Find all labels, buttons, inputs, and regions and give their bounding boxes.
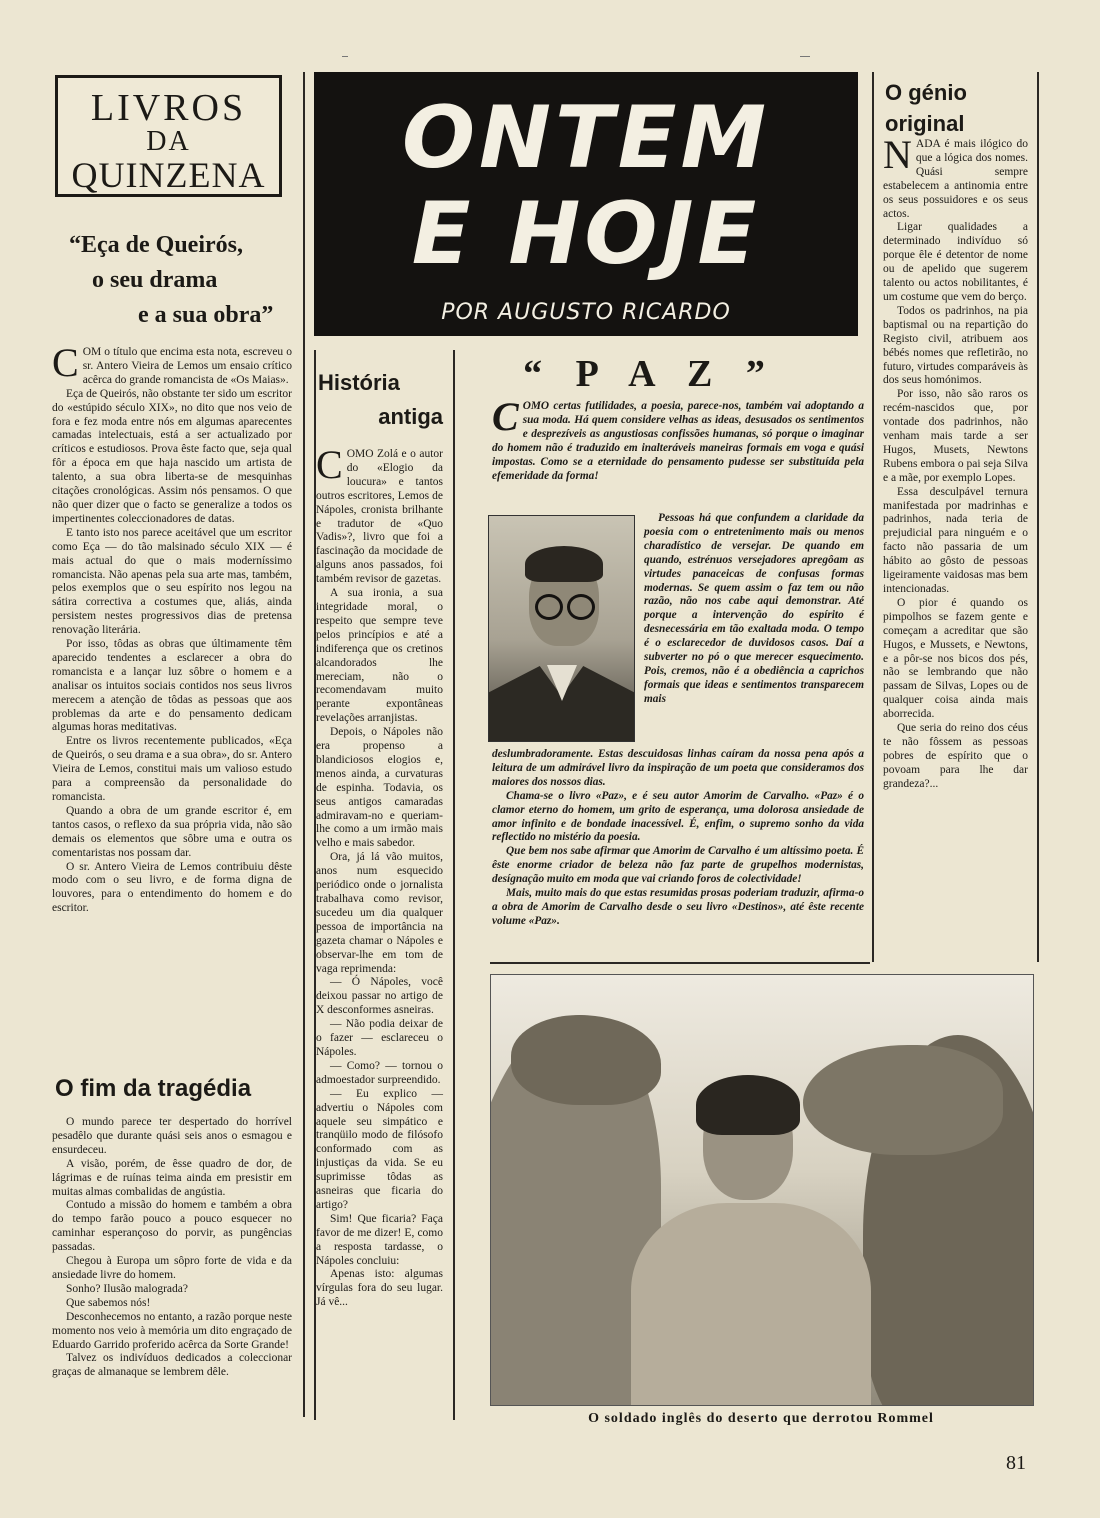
- drop-cap: C: [492, 394, 519, 439]
- paragraph: Entre os livros recentemente publicados, «Eça de Queirós, o seu drama e a sua obra», do sr. Antero Vieira de Lemos, constitui mais um valioso estudo para a compreensão da personalidade do romancista.: [52, 735, 292, 803]
- section-heading-line1: LIVROS: [90, 87, 247, 129]
- page-number: 81: [1006, 1452, 1026, 1474]
- tragedia-article-body: [52, 1116, 292, 1380]
- paragraph: Apenas isto: algumas vírgulas fora do seu lugar. Já vê...: [316, 1268, 443, 1309]
- soldier-helmet: [696, 1075, 800, 1135]
- paragraph: ADA é mais ilógico do que a lógica dos nomes. Quási sempre estabelecem a antinomia entre os seus possuidores e os seus actos.: [883, 138, 1028, 220]
- paragraph: OMO Zolá e o autor do «Elogio da loucura» e tantos outros escritores, Lemos de Nápoles, cronista brilhante e tradutor de «Quo Vadis»?, livro que foi a fascinação da mocidade de alguns anos passados, foi também revisor de gazetas.: [316, 448, 443, 586]
- historia-title-line: antiga: [378, 404, 443, 430]
- paragraph: Mais, muito mais do que estas resumidas prosas poderiam traduzir, afirma-o a obra de Amorim de Carvalho desde o seu livro «Destinos», até êste recente volume «Paz».: [492, 887, 864, 927]
- section-heading-box: [55, 75, 282, 197]
- soldier-body: [631, 1203, 871, 1406]
- soldier-with-camels-photo: [490, 974, 1034, 1406]
- paragraph: Por isso, não são raros os recém-nascidos que, por vontade dos padrinhos, não venham mais tarde a ser Hugos, Musets, Newtons Rubens embora o pai seja Silva e a mãe, por exemplo Lopes.: [883, 388, 1028, 484]
- title-banner: [314, 72, 858, 336]
- paragraph: Por isso, tôdas as obras que últimamente têm aparecido tendentes a esclarecer a obra do romancista e a lançar luz sôbre o homem e a analisar os intuitos sociais contidos nos seus livros merecem a atenção de tôdas as pessoas que aos problemas da arte e do pensamento dedicam algumas horas meditativas.: [52, 638, 292, 734]
- column-rule: [314, 350, 316, 1420]
- section-heading-line3: QUINZENA: [71, 155, 266, 195]
- review-title: [54, 228, 294, 332]
- paragraph: Chegou à Europa um sôpro forte de vida e da ansiedade livre do homem.: [52, 1255, 292, 1281]
- divider: [490, 962, 870, 964]
- genio-article-body: [883, 132, 1028, 792]
- paragraph: Chama-se o livro «Paz», e é seu autor Amorim de Carvalho. «Paz» é o clamor eterno do homem, um grito de esperança, uma dolorosa ansiedade de amor infinito e de bondade inacessível. É, enfim, o supremo sonho da vida reflectido no mistério da poesia.: [492, 789, 864, 844]
- genio-title: O génio original: [885, 80, 967, 136]
- glasses-icon: [567, 594, 595, 620]
- column-rule: [1037, 72, 1039, 962]
- review-title-line: e a sua obra”: [138, 301, 274, 328]
- historia-article-body: [316, 442, 443, 1310]
- paragraph: O sr. Antero Vieira de Lemos contribuiu dêste modo com o seu livro, e de forma digna de louvores, para o entendimento do homem e do escritor.: [52, 860, 292, 915]
- banner-title-line2: E HOJE: [411, 184, 761, 284]
- paragraph: O pior é quando os pimpolhos se fazem gente e começam a acreditar que são Hugos, e Mussets, e Newtons, e a pôr-se nos bicos dos pés, não se lembrando que não passam de Silvas, Lopes ou de qualquer coisa ainda mais aborrecida.: [883, 596, 1028, 721]
- drop-cap: N: [883, 132, 912, 177]
- paz-title: “ P A Z ”: [523, 353, 777, 395]
- column-rule: [453, 350, 455, 1420]
- paragraph: A sua ironia, a sua integridade moral, o respeito que sempre teve pelos princípios e até a indiferença que os cretinos alcandorados lhe mereciam, não o recomendavam muito perante expontâneas revelações arranjistas.: [316, 587, 443, 725]
- column-rule: [872, 72, 874, 962]
- print-mark: [342, 56, 348, 57]
- paragraph: A visão, porém, de êsse quadro de dor, de lágrimas e de ruínas teima ainda em presistir em muitas almas combalidas de angústia.: [52, 1157, 292, 1198]
- banner-byline: POR AUGUSTO RICARDO: [441, 300, 731, 325]
- paz-intro: [492, 394, 864, 483]
- paragraph: Eça de Queirós, não obstante ter sido um escritor do «estúpido século XIX», no dito que nos veio de fora e fez moda entre nós em algumas aparecentes camadas intelectuais, está a ser actualizado por críticos e estudiosos. Prova êste facto que, seja qual fôr a época em que haja nascido um artista de talento, a sua obra liberta-se de mesquinhas citações cronológicas. Assim nós pensamos. O que não quer dizer que o facto se generalize a todos os impertinentes coleccionadores de datas.: [52, 387, 292, 525]
- paragraph: Depois, o Nápoles não era propenso a blandiciosos elogios e, menos ainda, a curvaturas de espinha. Todavia, os seus antigos camaradas admiravam-no e queriam-lhe como a um irmão mais velho e mais sabedor.: [316, 726, 443, 850]
- paragraph: Sim! Que ficaria? Faça favor de me dizer! E, como a resposta tardasse, o Nápoles concluiu:: [316, 1212, 443, 1267]
- paragraph: — Eu explico — advertiu o Nápoles com aquele seu simpático e tranqüilo modo de filósofo conformado com as injustiças da vida. Se eu suprimisse tôdas as asneiras que ficaria do artigo?: [316, 1087, 443, 1211]
- paragraph: Ligar qualidades a determinado indivíduo só porque êle é detentor de nome ou de apelido que sugerem talento ou actos nobilitantes, é um costume que vem do berço.: [883, 221, 1028, 303]
- photo-caption: O soldado inglês do deserto que derrotou Rommel: [588, 1411, 934, 1426]
- paragraph: Que sabemos nós!: [66, 1296, 151, 1309]
- paragraph: Essa desculpável ternura manifestada por madrinhas e padrinhos, nada teria de prejudicial para ninguém e o facto não passaria de um hábito ao gôsto de pessoas ligeiramente vaidosas mas bem intencionadas.: [883, 485, 1028, 595]
- paragraph: — Não podia deixar de o fazer — esclareceu o Nápoles.: [316, 1018, 443, 1058]
- review-title-line: “Eça de Queirós,: [69, 232, 243, 258]
- paz-text-beside-photo: [644, 512, 864, 707]
- camel-head: [803, 1045, 1003, 1155]
- paragraph: Desconhecemos no entanto, a razão porque neste momento nos veio à memória um dito engraçado de Eduardo Garrido proferido acêrca da Sorte Grande!: [52, 1310, 292, 1351]
- review-title-line: o seu drama: [92, 266, 218, 293]
- column-rule: [303, 72, 305, 1417]
- paragraph: — Como? — tornou o admoestador surpreendido.: [316, 1059, 443, 1086]
- drop-cap: C: [52, 340, 79, 385]
- section-heading-line2: DA: [146, 126, 191, 157]
- portrait-hair: [525, 546, 603, 582]
- paragraph: Que seria do reino dos céus te não fôssem as pessoas pobres de espírito que o povoam para lhe dar grandeza?...: [883, 722, 1028, 790]
- paragraph: Pessoas há que confundem a claridade da poesia com o entretenimento mais ou menos charadístico de versejar. De quando em quando, estrénuos versejadores apregôam as virtudes panaceicas de confusas formas modernas. Se quem assim o faz tem ou não razão, não nos cabe aqui demonstrar. Até porque a intervenção do espírito é desnecessária em tão exaltada moda. O tempo é o esclarecedor de duvidosos casos. Daí a subverter no pó o que merecer esquecimento. Pois, cremos, não é a obediência a caprichos formais que ideas e sentimentos transparecem mais: [644, 512, 864, 705]
- paragraph: OM o título que encima esta nota, escreveu o sr. Antero Vieira de Lemos um ensaio crítico acêrca do grande romancista de «Os Maias».: [82, 346, 292, 386]
- paragraph: — Ó Nápoles, você deixou passar no artigo de X desconformes asneiras.: [316, 976, 443, 1017]
- author-portrait: [488, 515, 635, 742]
- paragraph: Sonho? Ilusão malograda?: [66, 1282, 188, 1295]
- paragraph: Ora, já lá vão muitos, anos num esquecido periódico onde o jornalista trabalhava como revisor, sucedeu um dia qualquer pessoa de importância na gazeta chamar o Nápoles e observar-lhe em tom de vaga reprimenda:: [316, 851, 443, 975]
- paragraph: O mundo parece ter despertado do horrível pesadêlo que durante quási seis anos o esmagou e ensurdeceu.: [52, 1116, 292, 1156]
- paragraph: deslumbradoramente. Estas descuidosas linhas caíram da nossa pena após a leitura de um admirável livro da inspiração de um poeta que consideramos dos maiores dos nossos dias.: [492, 748, 864, 788]
- paz-article-body: [492, 748, 864, 929]
- paragraph: OMO certas futilidades, a poesia, parece-nos, também vai adoptando a sua moda. Há quem considere velhas as ideas, desusados os sentimentos e desprezíveis as angustiosas confissões humanas, só porque o imaginar do homem não é traduzido em inalteráveis maneiras formais em voga e quási impostas. Como se a eternidade do pensamento pudesse ser substituída pela efemeridade da forma!: [492, 400, 864, 482]
- paragraph: Talvez os indivíduos dedicados a coleccionar graças de almanaque se lembrem dêle.: [52, 1352, 292, 1379]
- drop-cap: C: [316, 442, 343, 487]
- banner-title-line1: ONTEM: [401, 88, 771, 188]
- paragraph: Que bem nos sabe afirmar que Amorim de Carvalho é um altíssimo poeta. É êste enorme criador de beleza não faz parte de grupelhos modernistas, desígnação muito em moda que vai criando foros de colectividade!: [492, 845, 864, 886]
- review-article-body: [52, 340, 292, 916]
- glasses-icon: [535, 594, 563, 620]
- paragraph: Contudo a missão do homem e também a obra do tempo farão pouco a pouco esquecer no caminhar esperançoso do porvir, as pungências passadas.: [52, 1199, 292, 1254]
- print-mark: [800, 56, 810, 57]
- paragraph: Todos os padrinhos, na pia baptismal ou na repartição do Registo civil, atribuem aos bébés nomes que refletirão, no futuro, virtudes comparáveis às dos seus homónimos.: [883, 304, 1028, 387]
- camel-head: [511, 1015, 661, 1105]
- paragraph: Quando a obra de um grande escritor é, em tantos casos, o reflexo da sua própria vida, não são demais os elementos que sôbre uma e outra os comentaristas nos possam dar.: [52, 804, 292, 859]
- historia-title: [318, 366, 443, 434]
- historia-title-line: História: [318, 370, 400, 395]
- paragraph: E tanto isto nos parece aceitável que um escritor como Eça — do tão malsinado século XIX — é mais actual do que o mais moderníssimo romancista. Não apenas pela sua arte mas, também, pelos exemplos que o seu espírito nos legou na sátira correctiva a costumes que, aliás, ainda persistem nestes progressivos dias de pretensa renovação literária.: [52, 526, 292, 637]
- tragedia-title: O fim da tragédia: [55, 1075, 252, 1102]
